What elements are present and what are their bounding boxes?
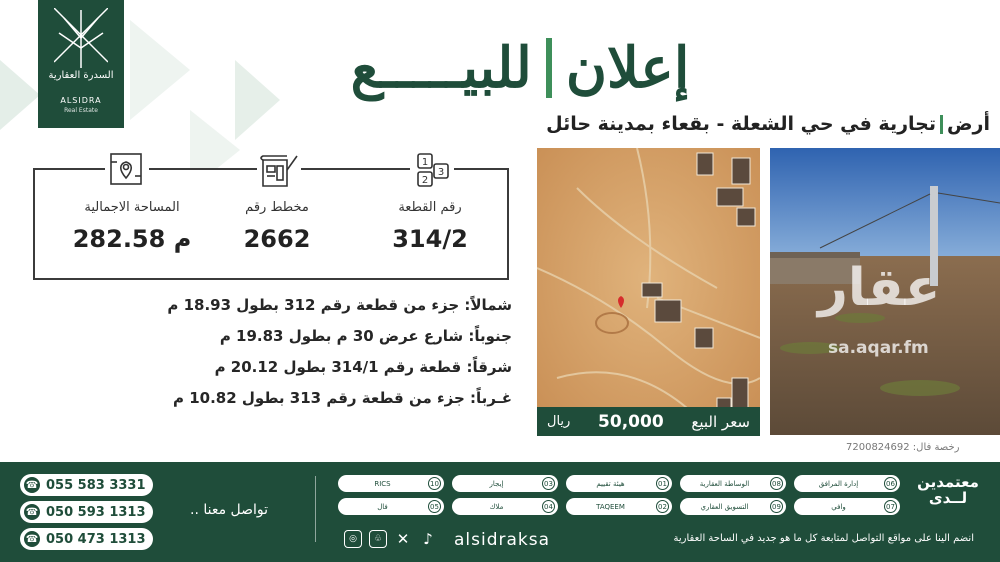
partner-name: وافي — [831, 502, 846, 511]
page-title — [270, 28, 770, 108]
subtitle-divider — [940, 115, 943, 134]
partner-name: ملاك — [489, 502, 504, 511]
plot-number-field — [355, 200, 505, 253]
subtitle-type: أرض — [946, 113, 990, 135]
phone-3[interactable] — [20, 528, 153, 550]
total-area-value: 282.58 م — [72, 225, 192, 253]
site-photo — [770, 148, 1000, 435]
phone-icon: ☎ — [24, 531, 40, 547]
watermark-url: sa.aqar.fm — [828, 338, 929, 358]
logo-english-subtext: Real Estate — [64, 107, 98, 114]
phone-2-number: 050 593 1313 — [46, 504, 146, 520]
snapchat-icon[interactable]: ♧ — [369, 530, 387, 548]
partner-name: هيئة تقييم — [596, 479, 625, 488]
partner-num: 03 — [542, 477, 555, 490]
sale-price-bar — [537, 407, 760, 436]
total-area-field — [57, 200, 207, 253]
svg-text:3: 3 — [437, 167, 445, 178]
partner-pill — [338, 498, 444, 515]
price-currency: ريال — [547, 414, 571, 429]
plot-number-value: 314/2 — [392, 225, 468, 253]
social-icons — [344, 530, 437, 548]
partner-num: 08 — [770, 477, 783, 490]
partner-name: TAQEEM — [596, 502, 625, 511]
partner-pill — [680, 498, 786, 515]
partner-num: 04 — [542, 500, 555, 513]
partner-name: الوساطة العقارية — [699, 479, 750, 488]
title-divider — [546, 38, 552, 98]
phone-3-number: 050 473 1313 — [46, 531, 146, 547]
decor-triangle — [0, 60, 40, 130]
tiktok-icon[interactable]: ♪ — [423, 530, 433, 548]
partner-num: 10 — [428, 477, 441, 490]
partner-name: إيجار — [489, 479, 504, 488]
property-subtitle — [470, 113, 990, 135]
subtitle-location: تجارية في حي الشعلة - بقعاء بمدينة حائل — [546, 113, 936, 135]
partner-pill — [794, 475, 900, 492]
title-word-for-sale: للبيـــــع — [350, 35, 532, 101]
partner-pill — [338, 475, 444, 492]
partner-pill — [680, 475, 786, 492]
accredited-line-2: لــدى — [928, 489, 968, 507]
partner-pill — [452, 475, 558, 492]
svg-text:2: 2 — [421, 175, 429, 186]
follow-us-text: انضم الينا على مواقع التواصل لمتابعة كل ما هو جديد في الساحة العقارية — [673, 533, 974, 544]
accredited-label — [903, 474, 993, 506]
plan-number-field — [202, 200, 352, 253]
boundary-south: جنوباً: شارع عرض 30 م بطول 19.83 م — [219, 327, 512, 345]
svg-text:1: 1 — [421, 157, 429, 168]
instagram-icon[interactable]: ◎ — [344, 530, 362, 548]
sidra-tree-icon — [54, 8, 108, 68]
partner-name: التسويق العقاري — [700, 502, 749, 511]
boundary-west: غـرباً: جزء من قطعة رقم 313 بطول 10.82 م — [173, 389, 512, 407]
numbered-plots-icon — [410, 148, 454, 192]
partner-name: فال — [377, 502, 388, 511]
partner-pill — [566, 498, 672, 515]
partner-num: 09 — [770, 500, 783, 513]
plot-number-label: رقم القطعة — [398, 200, 462, 215]
partner-num: 07 — [884, 500, 897, 513]
boundaries-list — [167, 290, 512, 414]
x-icon[interactable]: ✕ — [396, 530, 410, 548]
footer-bar — [0, 462, 1000, 562]
decor-triangle — [130, 20, 190, 120]
plan-number-label: مخطط رقم — [245, 200, 309, 215]
phone-icon: ☎ — [24, 504, 40, 520]
total-area-label: المساحة الاجمالية — [84, 200, 180, 215]
partner-name: إدارة المرافق — [818, 479, 859, 488]
price-label: سعر البيع — [691, 412, 750, 431]
phone-2[interactable] — [20, 501, 153, 523]
accredited-line-1: معتمدين — [917, 473, 979, 491]
partner-num: 06 — [884, 477, 897, 490]
property-info-box — [33, 157, 509, 280]
partner-name: RICS — [374, 479, 391, 488]
blueprint-icon — [257, 148, 301, 192]
footer-divider — [315, 476, 316, 542]
satellite-map-image — [537, 148, 760, 435]
partner-num: 02 — [656, 500, 669, 513]
price-value: 50,000 — [598, 411, 664, 432]
boundary-north: شمالاً: جزء من قطعة رقم 312 بطول 18.93 م — [167, 296, 512, 314]
partner-num: 01 — [656, 477, 669, 490]
phone-1-number: 055 583 3331 — [46, 477, 146, 493]
social-handle[interactable]: alsidraksa — [454, 530, 551, 550]
satellite-map-graphic — [537, 148, 760, 435]
phone-1[interactable] — [20, 474, 153, 496]
boundary-east: شرقاً: قطعة رقم 314/1 بطول 20.12 م — [214, 358, 512, 376]
plan-number-value: 2662 — [243, 225, 311, 253]
title-word-announcement: إعلان — [565, 35, 690, 101]
logo-english-text: ALSIDRA — [60, 96, 102, 105]
logo-arabic-text: السدرة العقارية — [48, 70, 114, 81]
contact-us-label: تواصل معنا .. — [190, 502, 269, 518]
partner-pill — [566, 475, 672, 492]
phone-icon: ☎ — [24, 477, 40, 493]
map-pin-icon — [105, 148, 149, 192]
license-number: رخصة فال: 7200824692 — [846, 442, 960, 453]
watermark-brand: عقار — [818, 258, 941, 318]
brand-logo — [38, 0, 124, 128]
partner-pill — [794, 498, 900, 515]
partner-num: 05 — [428, 500, 441, 513]
partner-pill — [452, 498, 558, 515]
